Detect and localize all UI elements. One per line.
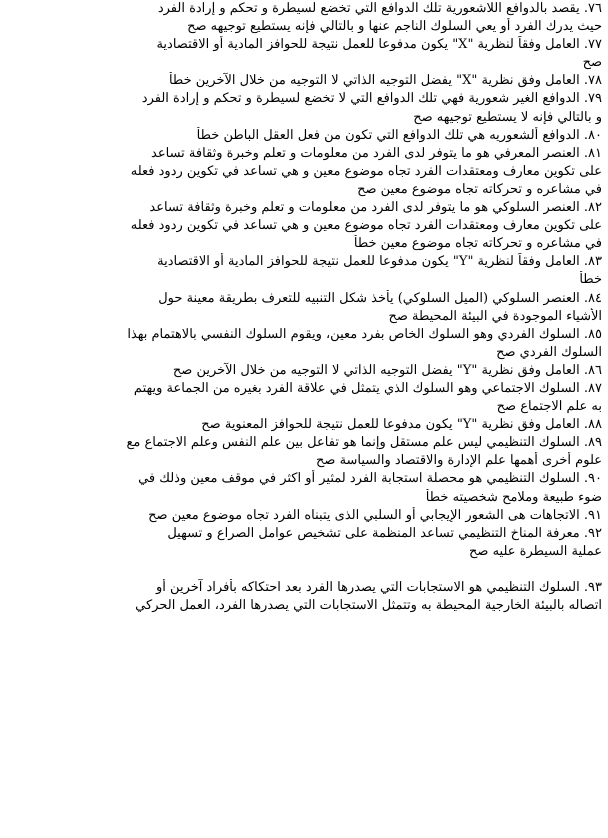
question-76 — [8, 0, 602, 36]
text-line: ٨١. العنصر المعرفي هو ما يتوفر لدى الفرد من معلومات و تعلم وخبرة وثقافة تساعد — [151, 145, 602, 161]
question-82 — [8, 199, 602, 253]
text-line: و بالتالي فإنه لا يستطيع توجيهه صح — [413, 109, 602, 125]
question-91 — [8, 507, 602, 525]
question-89 — [8, 434, 602, 470]
question-87 — [8, 380, 602, 416]
text-line: ٨٥. السلوك الفردي وهو السلوك الخاص بفرد معين، ويقوم السلوك النفسي بالاهتمام بهذا — [127, 326, 602, 342]
text-line: اتصاله بالبيئة الخارجية المحيطة به وتتمثل الاستجابات التي يصدرها الفرد، العمل الحركي — [135, 598, 602, 614]
text-line: ٧٩. الدوافع الغير شعورية فهي تلك الدوافع التي لا تخضع لسيطرة و تحكم و إرادة الفرد — [141, 91, 602, 107]
text-line: ٧٧. العامل وفقاً لنظرية "X" يكون مدفوعا للعمل نتيجة للحوافز المادية أو الاقتصادية — [156, 37, 602, 53]
text-line: ٨٧. السلوك الاجتماعي وهو السلوك الذي يتمثل في علاقة الفرد بغيره من الجماعة ويهتم — [133, 380, 602, 396]
text-line: خطأ — [579, 272, 602, 288]
text-line: ٨٣. العامل وفقاً لنظرية "Y" يكون مدفوعا للعمل نتيجة للحوافز المادية أو الاقتصادية — [157, 254, 602, 270]
question-92 — [8, 525, 602, 561]
text-line: ٩١. الاتجاهات هى الشعور الإيجابي أو السلبي الذى يتبناه الفرد تجاه موضوع معين صح — [148, 507, 602, 523]
text-line: ٨٩. السلوك التنظيمي ليس علم مستقل وإنما هو تفاعل بين علم النفس وعلم الاجتماع مع — [126, 435, 602, 451]
text-line: في مشاعره و تحركاته تجاه موضوع معين صح — [357, 181, 602, 197]
text-line: علوم أخرى أهمها علم الإدارة والاقتصاد والسياسة صح — [316, 453, 602, 469]
text-line: ضوء طبيعة وملامح شخصيته خطأ — [425, 489, 602, 505]
text-line: ٩٢. معرفة المناخ التنظيمي تساعد المنظمة على تشخيص عوامل الصراع و تسهيل — [167, 525, 602, 541]
question-93 — [8, 579, 602, 615]
text-line: ٩٣. السلوك التنظيمي هو الاستجابات التي يصدرها الفرد بعد احتكاكه بأفراد آخرين أو — [156, 580, 602, 595]
text-line: على تكوين معارف ومعتقدات الفرد تجاه موضوع معين و هي تساعد في تكوين ردود فعله — [130, 218, 602, 234]
text-line: الأشياء الموجودة في البيئة المحيطة صح — [388, 308, 602, 324]
text-line: ٨٠. الدوافع ألشعوريه هي تلك الدوافع التي تكون من فعل العقل الباطن خطأ — [196, 127, 602, 143]
question-78 — [8, 72, 602, 90]
text-line: ٨٨. العامل وفق نظرية "Y" يكون مدفوعا للعمل نتيجة للحوافز المعنوية صح — [201, 417, 602, 433]
text-line: ٨٦. العامل وفق نظرية "Y" يفضل التوجيه الذاتي لا التوجيه من خلال الآخرين صح — [172, 362, 602, 378]
text-line: حيث يدرك الفرد أو يعي السلوك الناجم عنها و بالتالي فإنه يستطيع توجيهه صح — [187, 19, 602, 35]
text-line: في مشاعره و تحركاته تجاه موضوع معين خطأ — [353, 236, 602, 252]
question-81 — [8, 145, 602, 199]
blank-line-spacer — [8, 561, 602, 579]
text-line: ٩٠. السلوك التنظيمي هو محصلة استجابة الفرد لمثير أو اكثر في موقف معين وذلك في — [138, 471, 602, 487]
question-77 — [8, 36, 602, 72]
text-line: به علم الاجتماع صح — [496, 399, 602, 415]
question-88 — [8, 416, 602, 434]
question-79 — [8, 90, 602, 126]
question-90 — [8, 470, 602, 506]
text-line: عملية السيطرة عليه صح — [469, 543, 602, 559]
question-83 — [8, 253, 602, 289]
question-80 — [8, 127, 602, 145]
text-line: ٨٢. العنصر السلوكي هو ما يتوفر لدى الفرد من معلومات و تعلم وخبرة وثقافة تساعد — [149, 200, 602, 216]
question-85 — [8, 326, 602, 362]
text-line: صح — [582, 55, 602, 71]
text-line: ٧٨. العامل وفق نظرية "X" يفضل التوجيه الذاتي لا التوجيه من خلال الآخرين خطأ — [168, 73, 602, 89]
question-86 — [8, 362, 602, 380]
text-line: السلوك الفردي صح — [496, 344, 602, 360]
text-line: ٨٤. العنصر السلوكي (الميل السلوكي) يأخذ شكل التنبيه للتعرف بطريقة معينة حول — [158, 290, 602, 306]
text-line: ٧٦. يقصد بالدوافع اللاشعورية تلك الدوافع التي تخضع لسيطرة و تحكم و إرادة الفرد — [157, 1, 602, 16]
question-84 — [8, 290, 602, 326]
text-line: على تكوين معارف ومعتقدات الفرد تجاه موضوع معين و هي تساعد في تكوين ردود فعله — [130, 163, 602, 179]
